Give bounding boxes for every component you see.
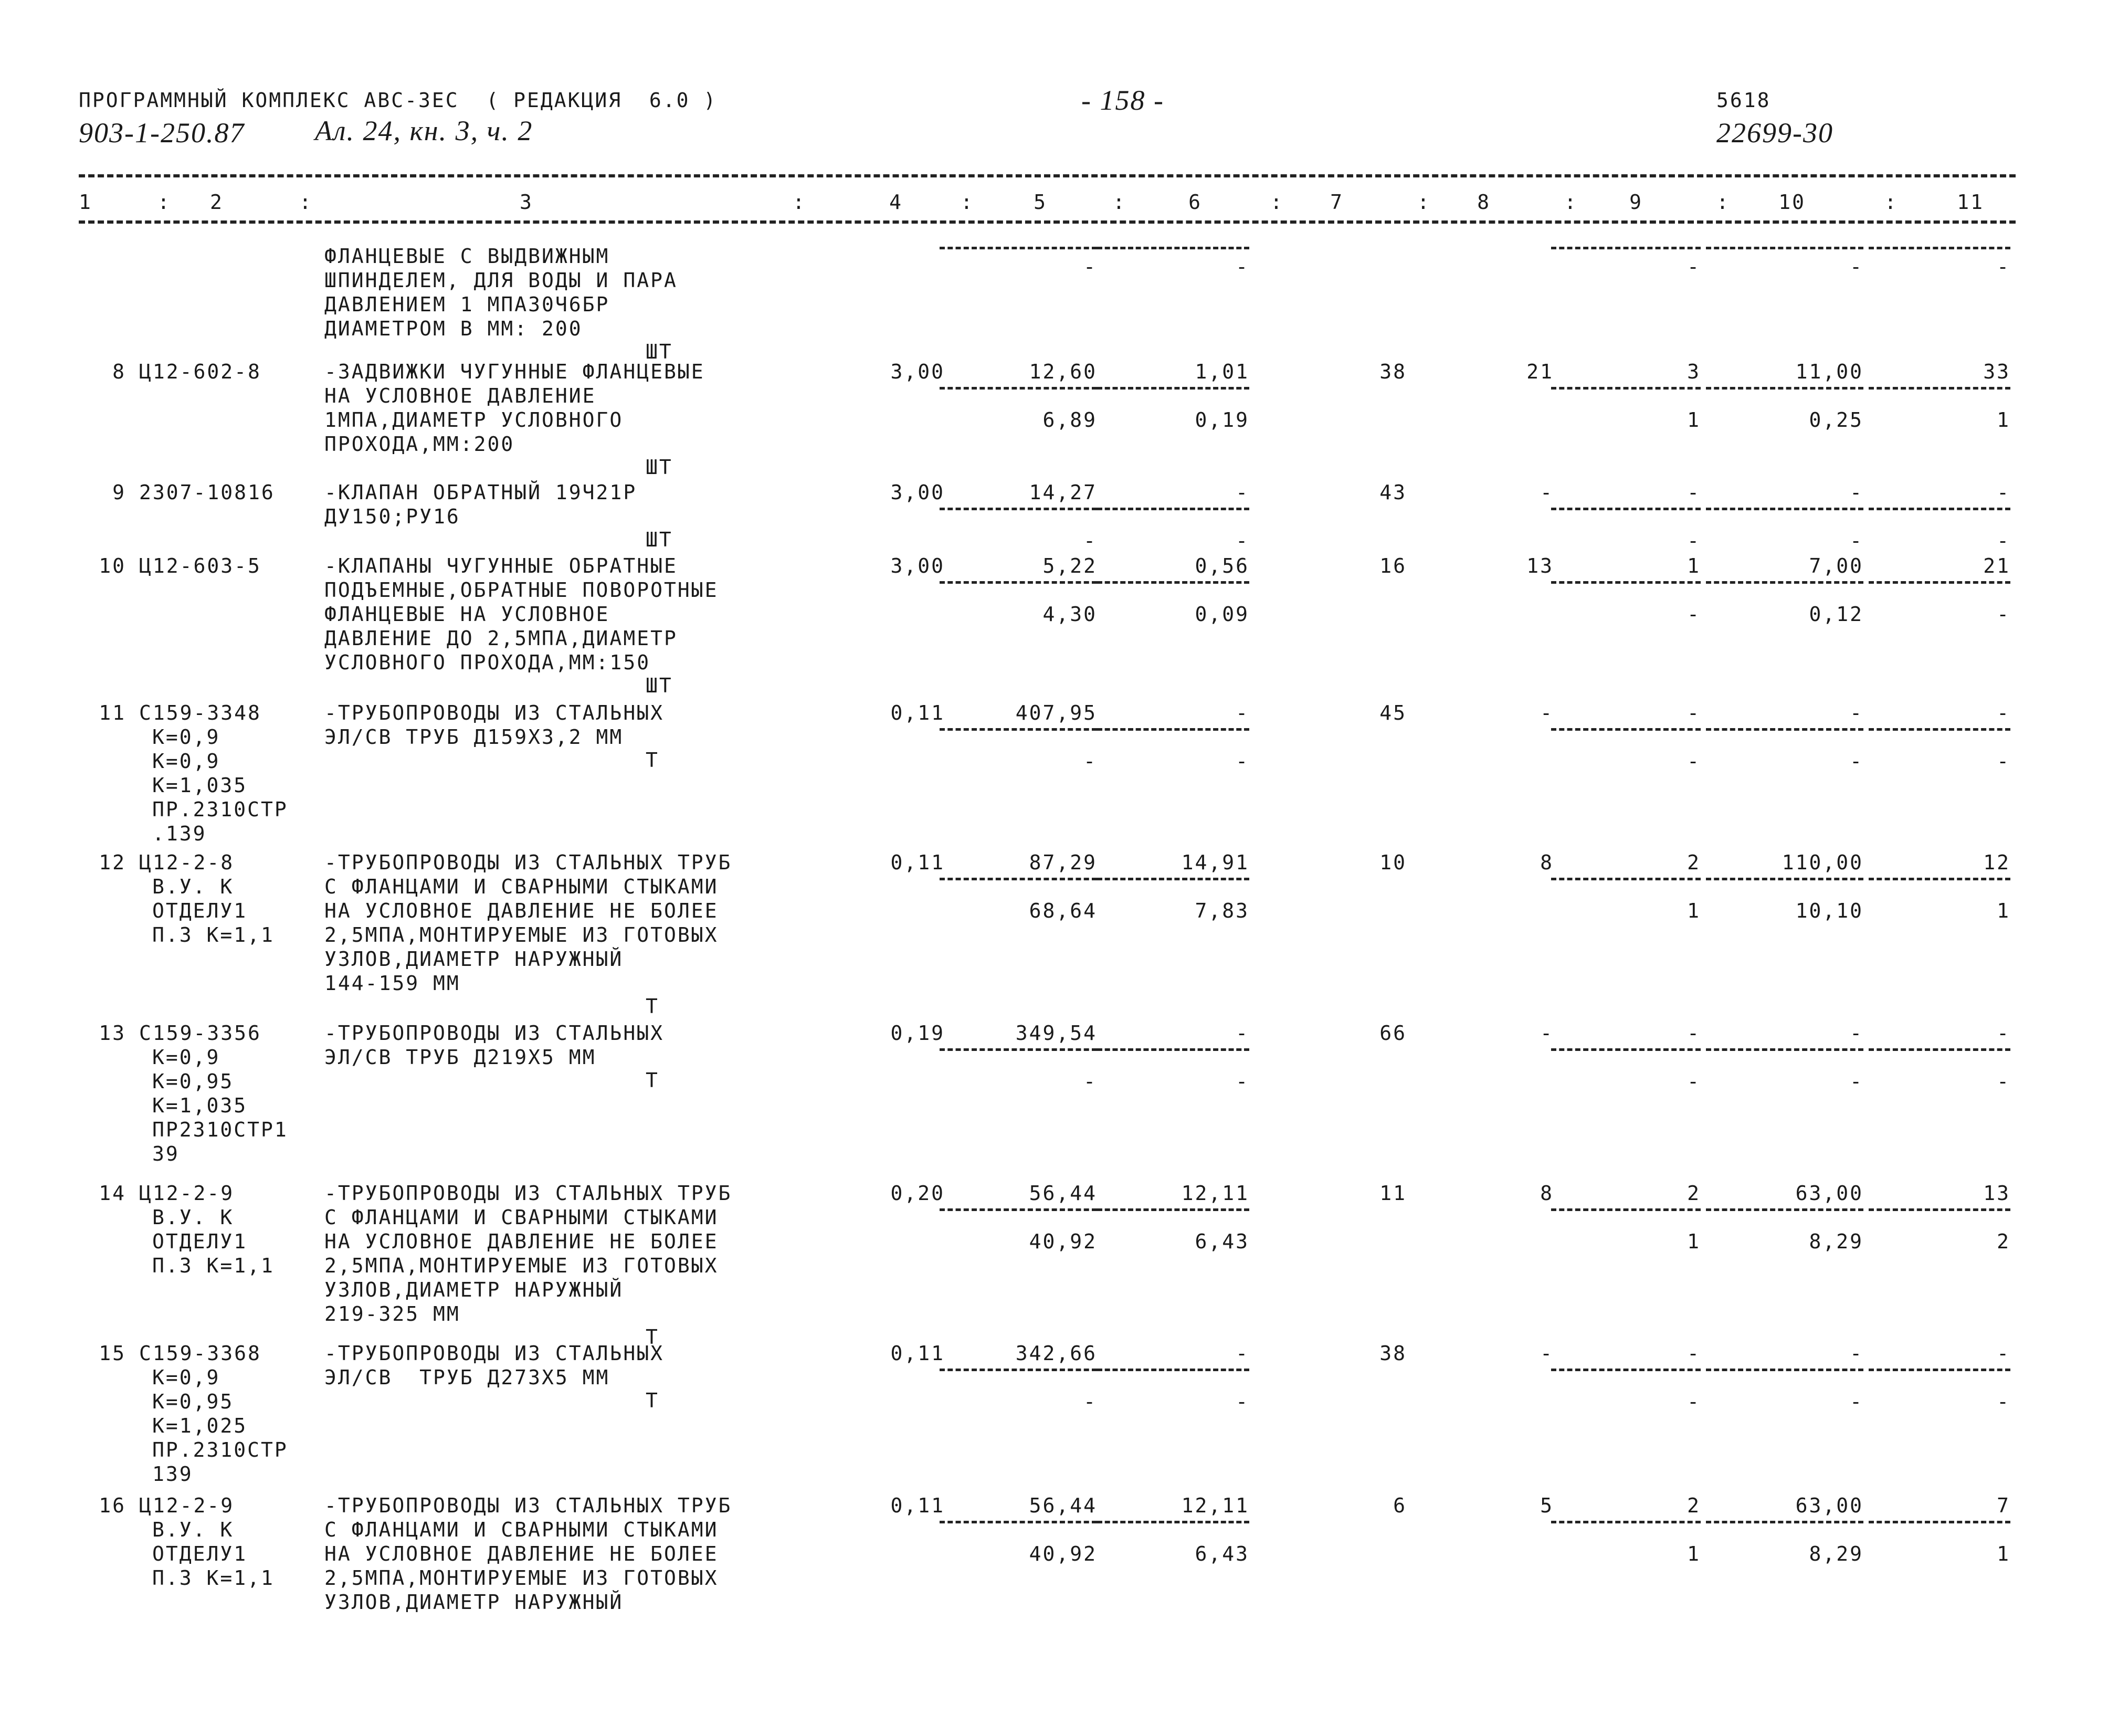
column-header: 9 [1629, 191, 1643, 214]
c9-value-top: 2 [1687, 851, 1701, 874]
c11-separator [1869, 247, 2010, 249]
c5-value-bottom: 40,92 [1029, 1542, 1097, 1565]
column-header: 7 [1330, 191, 1344, 214]
c9-separator [1551, 1208, 1701, 1211]
c5-separator [940, 508, 1097, 510]
price-code: В.У. К [152, 1518, 234, 1541]
column-header: 11 [1957, 191, 1984, 214]
top-rule [79, 174, 2016, 177]
c9-value-top: 3 [1687, 360, 1701, 383]
c10-value-bottom: - [1850, 1070, 1863, 1093]
c7-value: 10 [1379, 851, 1407, 874]
c7-value: 16 [1379, 554, 1407, 577]
column-header: 3 [520, 191, 533, 214]
c11-separator [1869, 508, 2010, 510]
work-description: НА УСЛОВНОЕ ДАВЛЕНИЕ [324, 384, 596, 407]
c5-value-top: 12,60 [1029, 360, 1097, 383]
price-code: К=0,9 [152, 1366, 220, 1389]
column-separator: : [1113, 191, 1126, 214]
price-code: К=0,9 [152, 725, 220, 749]
price-code: К=0,95 [152, 1070, 234, 1093]
c8-value: 5 [1540, 1494, 1554, 1517]
program-title: ПРОГРАММНЫЙ КОМПЛЕКС АВС-ЗЕС ( РЕДАКЦИЯ 6.0 ) [79, 89, 718, 112]
work-description: УЗЛОВ,ДИАМЕТР НАРУЖНЫЙ [324, 1278, 624, 1301]
unit: Т [646, 995, 659, 1018]
album-reference: Ал. 24, кн. 3, ч. 2 [315, 115, 533, 146]
c10-value-bottom: 0,25 [1809, 408, 1863, 432]
work-description: ШПИНДЕЛЕМ, ДЛЯ ВОДЫ И ПАРА [324, 269, 678, 292]
unit: ШТ [646, 528, 673, 551]
c6-value-bottom: - [1236, 1070, 1249, 1093]
c9-value-bottom: - [1687, 603, 1701, 626]
work-description: С ФЛАНЦАМИ И СВАРНЫМИ СТЫКАМИ [324, 875, 719, 898]
c10-value-bottom: 0,12 [1809, 603, 1863, 626]
column-separator: : [793, 191, 806, 214]
work-description: ДАВЛЕНИЕМ 1 МПА30Ч6БР [324, 293, 610, 316]
c11-value-top: 13 [1983, 1182, 2010, 1205]
c10-value-top: - [1850, 1342, 1863, 1365]
unit: Т [646, 1069, 659, 1092]
c6-separator [1097, 387, 1249, 390]
c5-value-top: 14,27 [1029, 481, 1097, 504]
c5-value-bottom: - [1083, 1070, 1097, 1093]
c9-value-bottom: - [1687, 750, 1701, 773]
item-number: 12 [99, 851, 126, 874]
c11-value-top: - [1997, 1022, 2010, 1045]
code-top: 5618 [1716, 89, 1771, 112]
price-code: Ц12-2-8 [139, 851, 235, 874]
unit: Т [646, 1325, 659, 1349]
work-description: ДАВЛЕНИЕ ДО 2,5МПА,ДИАМЕТР [324, 627, 678, 650]
c6-value-bottom: - [1236, 750, 1249, 773]
c11-separator [1869, 878, 2010, 880]
c11-value-bottom: - [1997, 1390, 2010, 1413]
c10-separator [1706, 1208, 1863, 1211]
c11-value-top: - [1997, 1342, 2010, 1365]
c11-value-bottom: - [1997, 529, 2010, 552]
c10-separator [1706, 1048, 1863, 1051]
work-description: -КЛАПАН ОБРАТНЫЙ 19Ч21Р [324, 481, 637, 504]
price-code: 139 [152, 1463, 193, 1486]
work-description: -КЛАПАНЫ ЧУГУННЫЕ ОБРАТНЫЕ [324, 554, 678, 577]
quantity: 0,11 [890, 1494, 945, 1517]
column-separator: : [1884, 191, 1898, 214]
c5-value-top: 56,44 [1029, 1494, 1097, 1517]
c11-separator [1869, 1208, 2010, 1211]
unit: ШТ [646, 456, 673, 479]
column-separator: : [1564, 191, 1578, 214]
c11-value-bottom: 1 [1997, 899, 2010, 922]
c10-value-top: 11,00 [1795, 360, 1863, 383]
column-separator: : [299, 191, 313, 214]
price-code: ПР.2310СТР [152, 798, 288, 821]
work-description: НА УСЛОВНОЕ ДАВЛЕНИЕ НЕ БОЛЕЕ [324, 1542, 719, 1565]
c10-value-bottom: 8,29 [1809, 1542, 1863, 1565]
quantity: 0,11 [890, 851, 945, 874]
c7-value: 66 [1379, 1022, 1407, 1045]
c6-separator [1097, 1048, 1249, 1051]
price-code: ПР.2310СТР [152, 1438, 288, 1461]
c5-value-top: 349,54 [1015, 1022, 1097, 1045]
c6-separator [1097, 728, 1249, 731]
work-description: 144-159 ММ [324, 972, 460, 995]
c9-separator [1551, 508, 1701, 510]
project-number: 903-1-250.87 [79, 117, 245, 149]
c6-separator [1097, 508, 1249, 510]
item-number: 9 [112, 481, 126, 504]
item-number: 16 [99, 1494, 126, 1517]
c7-value: 38 [1379, 360, 1407, 383]
c6-value-top: - [1236, 481, 1249, 504]
c10-separator [1706, 1369, 1863, 1371]
price-code: В.У. К [152, 875, 234, 898]
price-code: 39 [152, 1142, 180, 1165]
c8-value: 8 [1540, 851, 1554, 874]
price-code: С159-3348 [139, 701, 261, 724]
c5-value-top: 56,44 [1029, 1182, 1097, 1205]
c10-value-bottom: - [1850, 750, 1863, 773]
c9-value-bottom: - [1687, 255, 1701, 278]
c11-separator [1869, 581, 2010, 584]
column-header: 2 [210, 191, 224, 214]
work-description: 219-325 ММ [324, 1302, 460, 1325]
c6-value-top: 12,11 [1181, 1182, 1249, 1205]
c9-value-top: 2 [1687, 1494, 1701, 1517]
c5-value-bottom: 40,92 [1029, 1230, 1097, 1253]
c9-value-bottom: 1 [1687, 408, 1701, 432]
c6-value-bottom: 0,09 [1195, 603, 1249, 626]
c10-separator [1706, 581, 1863, 584]
c5-separator [940, 1048, 1097, 1051]
c11-value-bottom: - [1997, 255, 2010, 278]
c7-value: 6 [1393, 1494, 1407, 1517]
unit: ШТ [646, 674, 673, 697]
work-description: ЭЛ/СВ ТРУБ Д273Х5 ММ [324, 1366, 610, 1389]
work-description: ДИАМЕТРОМ В ММ: 200 [324, 317, 583, 340]
work-description: НА УСЛОВНОЕ ДАВЛЕНИЕ НЕ БОЛЕЕ [324, 899, 719, 922]
unit: Т [646, 1389, 659, 1412]
work-description: ЭЛ/СВ ТРУБ Д219Х5 ММ [324, 1046, 596, 1069]
c11-value-bottom: - [1997, 750, 2010, 773]
item-number: 15 [99, 1342, 126, 1365]
work-description: 2,5МПА,МОНТИРУЕМЫЕ ИЗ ГОТОВЫХ [324, 1254, 719, 1277]
price-code: С159-3368 [139, 1342, 261, 1365]
c10-value-bottom: - [1850, 529, 1863, 552]
work-description: ДУ150;РУ16 [324, 505, 460, 528]
c6-value-top: 0,56 [1195, 554, 1249, 577]
price-code: П.3 К=1,1 [152, 1566, 275, 1590]
price-code: П.3 К=1,1 [152, 923, 275, 946]
c7-value: 38 [1379, 1342, 1407, 1365]
quantity: 3,00 [890, 554, 945, 577]
c10-separator [1706, 878, 1863, 880]
c9-separator [1551, 1369, 1701, 1371]
c6-value-top: 1,01 [1195, 360, 1249, 383]
c6-value-bottom: - [1236, 1390, 1249, 1413]
c10-value-bottom: - [1850, 1390, 1863, 1413]
c11-separator [1869, 387, 2010, 390]
c5-separator [940, 247, 1097, 249]
c9-value-top: 1 [1687, 554, 1701, 577]
column-header: 4 [889, 191, 903, 214]
c7-value: 45 [1379, 701, 1407, 724]
c5-separator [940, 1521, 1097, 1523]
c11-value-top: 33 [1983, 360, 2010, 383]
c10-separator [1706, 1521, 1863, 1523]
unit: ШТ [646, 340, 673, 363]
c11-value-top: 12 [1983, 851, 2010, 874]
column-separator: : [1716, 191, 1730, 214]
header-rule [79, 220, 2016, 224]
work-description: С ФЛАНЦАМИ И СВАРНЫМИ СТЫКАМИ [324, 1518, 719, 1541]
work-description: -ЗАДВИЖКИ ЧУГУННЫЕ ФЛАНЦЕВЫЕ [324, 360, 705, 383]
c9-separator [1551, 247, 1701, 249]
work-description: ПОДЪЕМНЫЕ,ОБРАТНЫЕ ПОВОРОТНЫЕ [324, 578, 719, 602]
c5-separator [940, 387, 1097, 390]
c9-value-top: - [1687, 701, 1701, 724]
work-description: УСЛОВНОГО ПРОХОДА,ММ:150 [324, 651, 651, 674]
c10-value-bottom: 8,29 [1809, 1230, 1863, 1253]
c5-value-bottom: - [1083, 255, 1097, 278]
work-description: УЗЛОВ,ДИАМЕТР НАРУЖНЫЙ [324, 1591, 624, 1614]
price-code: .139 [152, 822, 207, 845]
c6-value-bottom: 7,83 [1195, 899, 1249, 922]
column-separator: : [157, 191, 171, 214]
c6-separator [1097, 1369, 1249, 1371]
c5-value-bottom: 6,89 [1042, 408, 1097, 432]
price-code: К=1,035 [152, 1094, 248, 1117]
quantity: 0,11 [890, 1342, 945, 1365]
price-code: К=0,9 [152, 750, 220, 773]
c10-value-top: - [1850, 1022, 1863, 1045]
c10-separator [1706, 508, 1863, 510]
c8-value: 21 [1526, 360, 1554, 383]
price-code: ОТДЕЛУ1 [152, 899, 248, 922]
price-code: ОТДЕЛУ1 [152, 1542, 248, 1565]
price-code: К=0,95 [152, 1390, 234, 1413]
item-number: 14 [99, 1182, 126, 1205]
c11-value-top: - [1997, 481, 2010, 504]
c5-value-top: 5,22 [1042, 554, 1097, 577]
c8-value: - [1540, 1342, 1554, 1365]
column-header: 10 [1778, 191, 1806, 214]
c9-separator [1551, 1521, 1701, 1523]
c8-value: - [1540, 1022, 1554, 1045]
c11-value-bottom: - [1997, 603, 2010, 626]
item-number: 8 [112, 360, 126, 383]
quantity: 0,19 [890, 1022, 945, 1045]
price-code: Ц12-2-9 [139, 1494, 235, 1517]
c9-separator [1551, 581, 1701, 584]
c11-value-bottom: 1 [1997, 1542, 2010, 1565]
work-description: -ТРУБОПРОВОДЫ ИЗ СТАЛЬНЫХ [324, 1342, 664, 1365]
c7-value: 43 [1379, 481, 1407, 504]
c9-value-bottom: - [1687, 529, 1701, 552]
work-description: ФЛАНЦЕВЫЕ С ВЫДВИЖНЫМ [324, 245, 610, 268]
c9-value-top: - [1687, 1342, 1701, 1365]
c10-value-top: - [1850, 701, 1863, 724]
c6-separator [1097, 247, 1249, 249]
c11-value-bottom: 2 [1997, 1230, 2010, 1253]
work-description: -ТРУБОПРОВОДЫ ИЗ СТАЛЬНЫХ ТРУБ [324, 851, 732, 874]
c5-value-bottom: - [1083, 750, 1097, 773]
work-description: ЭЛ/СВ ТРУБ Д159Х3,2 ММ [324, 725, 624, 749]
c6-value-top: 12,11 [1181, 1494, 1249, 1517]
work-description: -ТРУБОПРОВОДЫ ИЗ СТАЛЬНЫХ [324, 701, 664, 724]
c9-separator [1551, 1048, 1701, 1051]
c9-value-bottom: 1 [1687, 1542, 1701, 1565]
c9-value-top: - [1687, 481, 1701, 504]
work-description: НА УСЛОВНОЕ ДАВЛЕНИЕ НЕ БОЛЕЕ [324, 1230, 719, 1253]
c8-value: 13 [1526, 554, 1554, 577]
c6-value-top: 14,91 [1181, 851, 1249, 874]
c5-separator [940, 581, 1097, 584]
price-code: П.3 К=1,1 [152, 1254, 275, 1277]
c5-separator [940, 728, 1097, 731]
c6-value-top: - [1236, 1342, 1249, 1365]
c6-value-top: - [1236, 701, 1249, 724]
c10-value-top: 63,00 [1795, 1494, 1863, 1517]
c5-separator [940, 1369, 1097, 1371]
c9-value-top: 2 [1687, 1182, 1701, 1205]
c5-separator [940, 878, 1097, 880]
work-description: С ФЛАНЦАМИ И СВАРНЫМИ СТЫКАМИ [324, 1206, 719, 1229]
c9-value-bottom: 1 [1687, 1230, 1701, 1253]
work-description: ПРОХОДА,ММ:200 [324, 433, 515, 456]
work-description: -ТРУБОПРОВОДЫ ИЗ СТАЛЬНЫХ ТРУБ [324, 1494, 732, 1517]
c11-value-top: 7 [1997, 1494, 2010, 1517]
price-code: К=1,035 [152, 774, 248, 797]
item-number: 13 [99, 1022, 126, 1045]
item-number: 11 [99, 701, 126, 724]
c9-separator [1551, 387, 1701, 390]
c10-value-bottom: - [1850, 255, 1863, 278]
c9-value-top: - [1687, 1022, 1701, 1045]
price-code: Ц12-602-8 [139, 360, 261, 383]
price-code: К=1,025 [152, 1414, 248, 1437]
work-description: -ТРУБОПРОВОДЫ ИЗ СТАЛЬНЫХ ТРУБ [324, 1182, 732, 1205]
work-description: 2,5МПА,МОНТИРУЕМЫЕ ИЗ ГОТОВЫХ [324, 923, 719, 946]
c6-separator [1097, 581, 1249, 584]
unit: Т [646, 749, 659, 772]
c11-value-top: 21 [1983, 554, 2010, 577]
quantity: 0,20 [890, 1182, 945, 1205]
column-separator: : [961, 191, 974, 214]
price-code: ОТДЕЛУ1 [152, 1230, 248, 1253]
c11-value-top: - [1997, 701, 2010, 724]
c6-value-bottom: 6,43 [1195, 1542, 1249, 1565]
c9-value-bottom: - [1687, 1390, 1701, 1413]
column-header: 5 [1034, 191, 1047, 214]
c11-value-bottom: 1 [1997, 408, 2010, 432]
c11-separator [1869, 1521, 2010, 1523]
work-description: ФЛАНЦЕВЫЕ НА УСЛОВНОЕ [324, 603, 610, 626]
c6-value-bottom: 6,43 [1195, 1230, 1249, 1253]
c6-separator [1097, 1521, 1249, 1523]
c8-value: 8 [1540, 1182, 1554, 1205]
c5-value-top: 407,95 [1015, 701, 1097, 724]
work-description: 2,5МПА,МОНТИРУЕМЫЕ ИЗ ГОТОВЫХ [324, 1566, 719, 1590]
page-number: - 158 - [1081, 85, 1164, 116]
c10-separator [1706, 247, 1863, 249]
price-code: Ц12-2-9 [139, 1182, 235, 1205]
quantity: 3,00 [890, 481, 945, 504]
c11-separator [1869, 1369, 2010, 1371]
c6-value-bottom: - [1236, 529, 1249, 552]
c10-separator [1706, 728, 1863, 731]
price-code: В.У. К [152, 1206, 234, 1229]
c9-separator [1551, 878, 1701, 880]
c8-value: - [1540, 701, 1554, 724]
work-description: УЗЛОВ,ДИАМЕТР НАРУЖНЫЙ [324, 948, 624, 971]
code-bottom: 22699-30 [1716, 117, 1833, 149]
column-separator: : [1417, 191, 1431, 214]
c5-value-bottom: 68,64 [1029, 899, 1097, 922]
c5-value-bottom: - [1083, 529, 1097, 552]
column-header: 8 [1477, 191, 1491, 214]
c5-separator [940, 1208, 1097, 1211]
c10-value-bottom: 10,10 [1795, 899, 1863, 922]
c11-value-bottom: - [1997, 1070, 2010, 1093]
c11-separator [1869, 1048, 2010, 1051]
item-number: 10 [99, 554, 126, 577]
c5-value-top: 342,66 [1015, 1342, 1097, 1365]
c5-value-bottom: 4,30 [1042, 603, 1097, 626]
price-code: С159-3356 [139, 1022, 261, 1045]
quantity: 3,00 [890, 360, 945, 383]
column-separator: : [1270, 191, 1284, 214]
c10-value-top: 110,00 [1782, 851, 1863, 874]
price-code: ПР2310СТР1 [152, 1118, 288, 1141]
c6-value-bottom: - [1236, 255, 1249, 278]
quantity: 0,11 [890, 701, 945, 724]
c10-separator [1706, 387, 1863, 390]
c5-value-top: 87,29 [1029, 851, 1097, 874]
work-description: 1МПА,ДИАМЕТР УСЛОВНОГО [324, 408, 624, 432]
c9-value-bottom: 1 [1687, 899, 1701, 922]
c7-value: 11 [1379, 1182, 1407, 1205]
c6-separator [1097, 1208, 1249, 1211]
c6-value-top: - [1236, 1022, 1249, 1045]
c9-separator [1551, 728, 1701, 731]
c8-value: - [1540, 481, 1554, 504]
c9-value-bottom: - [1687, 1070, 1701, 1093]
c10-value-top: 7,00 [1809, 554, 1863, 577]
c11-separator [1869, 728, 2010, 731]
price-code: 2307-10816 [139, 481, 275, 504]
c10-value-top: 63,00 [1795, 1182, 1863, 1205]
work-description: -ТРУБОПРОВОДЫ ИЗ СТАЛЬНЫХ [324, 1022, 664, 1045]
c10-value-top: - [1850, 481, 1863, 504]
price-code: Ц12-603-5 [139, 554, 261, 577]
price-code: К=0,9 [152, 1046, 220, 1069]
column-header: 6 [1188, 191, 1202, 214]
c5-value-bottom: - [1083, 1390, 1097, 1413]
column-header: 1 [79, 191, 92, 214]
c6-separator [1097, 878, 1249, 880]
c6-value-bottom: 0,19 [1195, 408, 1249, 432]
